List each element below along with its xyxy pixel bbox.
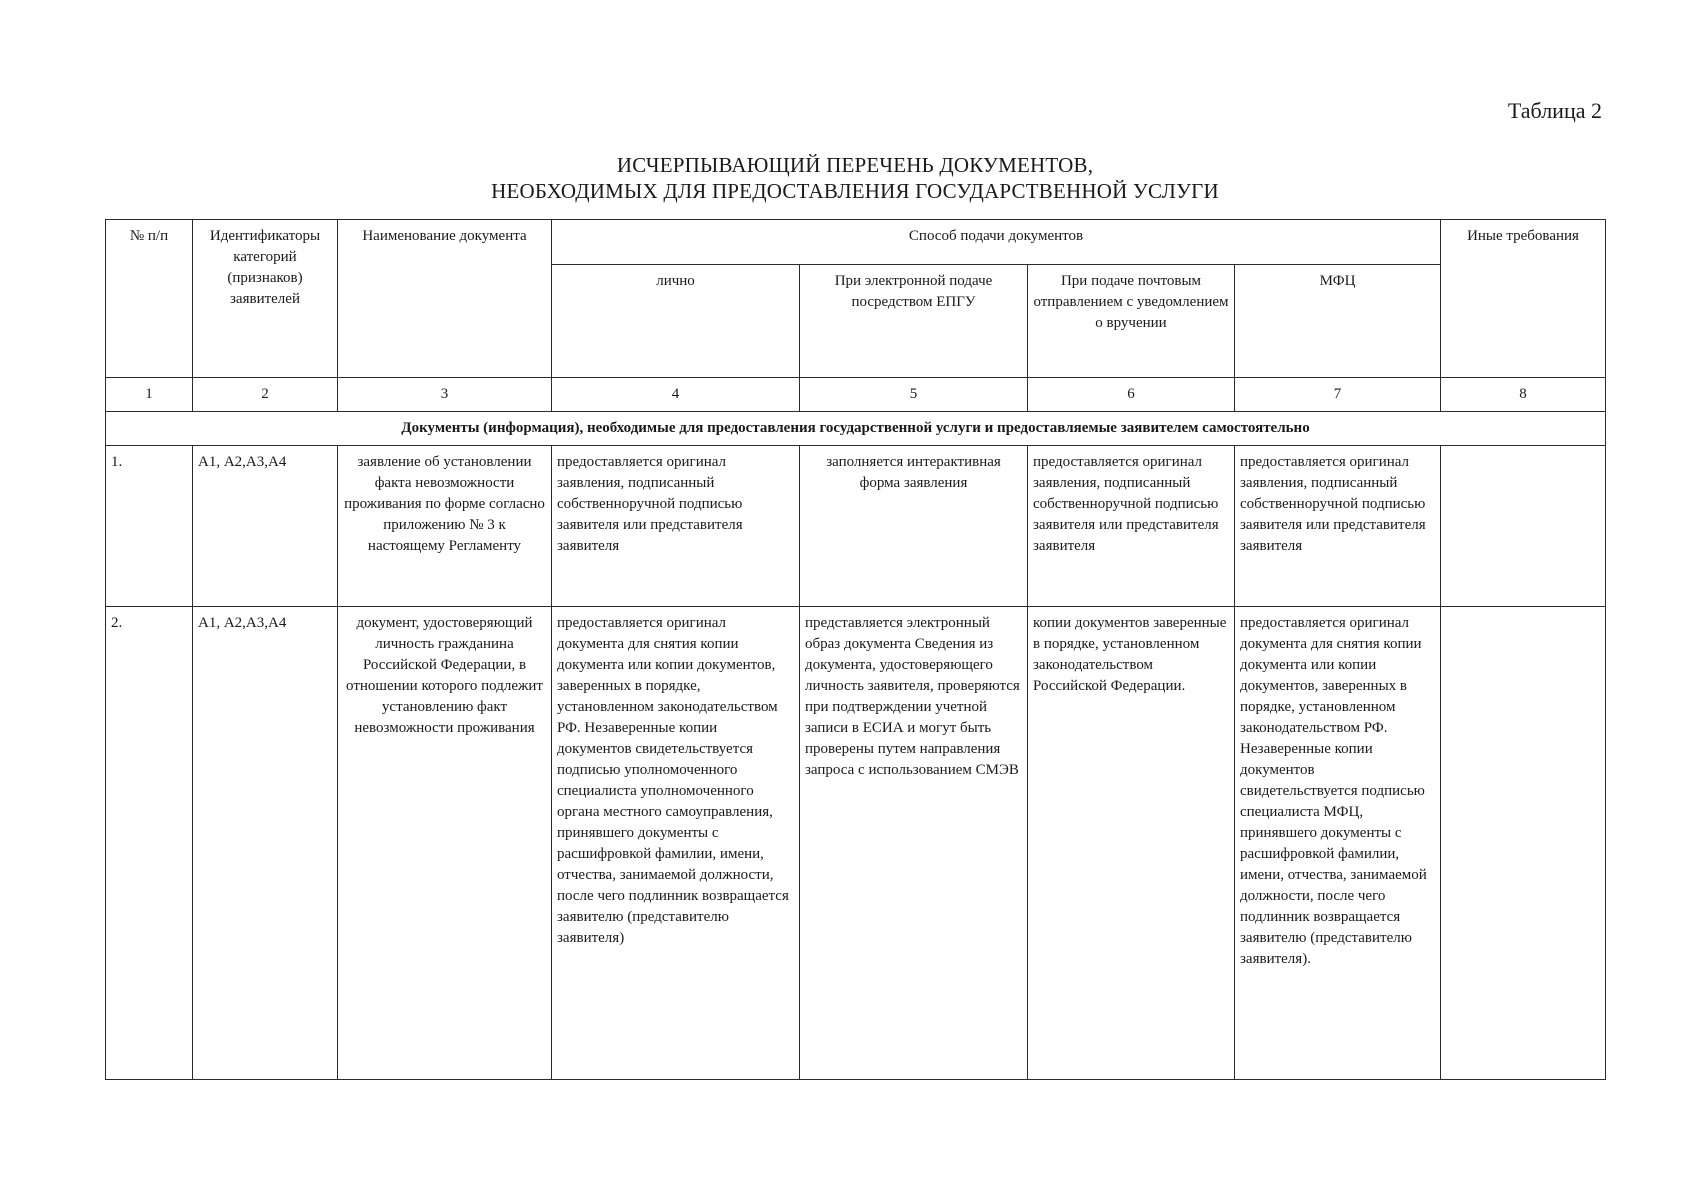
section-row (106, 412, 1606, 446)
row-other (1441, 446, 1606, 607)
documents-table (105, 219, 1606, 1080)
column-number: 7 (1235, 378, 1441, 412)
row-number: 1. (106, 446, 193, 607)
table-row (106, 446, 1606, 607)
row-categories: А1, А2,А3,А4 (193, 446, 338, 607)
row-epgu: заполняется интерактивная форма заявления (800, 446, 1028, 607)
column-number: 6 (1028, 378, 1235, 412)
header-doc-name: Наименование документа (338, 220, 552, 378)
row-personally: предоставляется оригинал заявления, подписанный собственноручной подписью заявителя или представителя заявителя (552, 446, 800, 607)
title-line-2: НЕОБХОДИМЫХ ДЛЯ ПРЕДОСТАВЛЕНИЯ ГОСУДАРСТВЕННОЙ УСЛУГИ (491, 179, 1219, 203)
table-number-label: Таблица 2 (1507, 98, 1602, 123)
row-mfc: предоставляется оригинал документа для снятия копии документа или копии документов, заверенных в порядке, установленном законодательством РФ. Незаверенные копии документов свидетельствуется подписью специалиста МФЦ, принявшего документы с расшифровкой фамилии, имени, отчества, занимаемой должности, после чего подлинник возвращается заявителю (представителю заявителя). (1235, 607, 1441, 1080)
column-number: 1 (106, 378, 193, 412)
row-mfc: предоставляется оригинал заявления, подписанный собственноручной подписью заявителя или представителя заявителя (1235, 446, 1441, 607)
header-other-requirements: Иные требования (1441, 220, 1606, 378)
row-epgu: представляется электронный образ документа Сведения из документа, удостоверяющего личность заявителя, проверяются при подтверждении учетной записи в ЕСИА и могут быть проверены путем направления запроса с использованием СМЭВ (800, 607, 1028, 1080)
header-personally: лично (552, 265, 800, 378)
header-epgu: При электронной подаче посредством ЕПГУ (800, 265, 1028, 378)
column-number: 5 (800, 378, 1028, 412)
column-number: 8 (1441, 378, 1606, 412)
row-post: предоставляется оригинал заявления, подписанный собственноручной подписью заявителя или представителя заявителя (1028, 446, 1235, 607)
column-number-row (106, 378, 1606, 412)
header-post: При подаче почтовым отправлением с уведомлением о вручении (1028, 265, 1235, 378)
row-other (1441, 607, 1606, 1080)
header-mfc: МФЦ (1235, 265, 1441, 378)
section-title: Документы (информация), необходимые для предоставления государственной услуги и предоставляемые заявителем самостоятельно (106, 412, 1606, 446)
header-submission-method: Способ подачи документов (552, 220, 1441, 265)
document-title (0, 152, 1696, 204)
row-categories: А1, А2,А3,А4 (193, 607, 338, 1080)
column-number: 2 (193, 378, 338, 412)
table-row (106, 607, 1606, 1080)
row-document-name: заявление об установлении факта невозможности проживания по форме согласно приложению № 3 к настоящему Регламенту (338, 446, 552, 607)
title-line-1: ИСЧЕРПЫВАЮЩИЙ ПЕРЕЧЕНЬ ДОКУМЕНТОВ, (616, 153, 1094, 177)
row-personally: предоставляется оригинал документа для снятия копии документа или копии документов, заверенных в порядке, установленном законодательством РФ. Незаверенные копии документов свидетельствуется подписью уполномоченного специалиста уполномоченного органа местного самоуправления, принявшего документы с расшифровкой фамилии, имени, отчества, занимаемой должности, после чего подлинник возвращается заявителю (представителю заявителя) (552, 607, 800, 1080)
row-post: копии документов заверенные в порядке, установленном законодательством Российской Федерации. (1028, 607, 1235, 1080)
row-document-name: документ, удостоверяющий личность гражданина Российской Федерации, в отношении которого подлежит установлению факт невозможности проживания (338, 607, 552, 1080)
column-number: 3 (338, 378, 552, 412)
header-identifier: Идентификаторы категорий (признаков) заявителей (193, 220, 338, 378)
column-number: 4 (552, 378, 800, 412)
header-num: № п/п (106, 220, 193, 378)
row-number: 2. (106, 607, 193, 1080)
